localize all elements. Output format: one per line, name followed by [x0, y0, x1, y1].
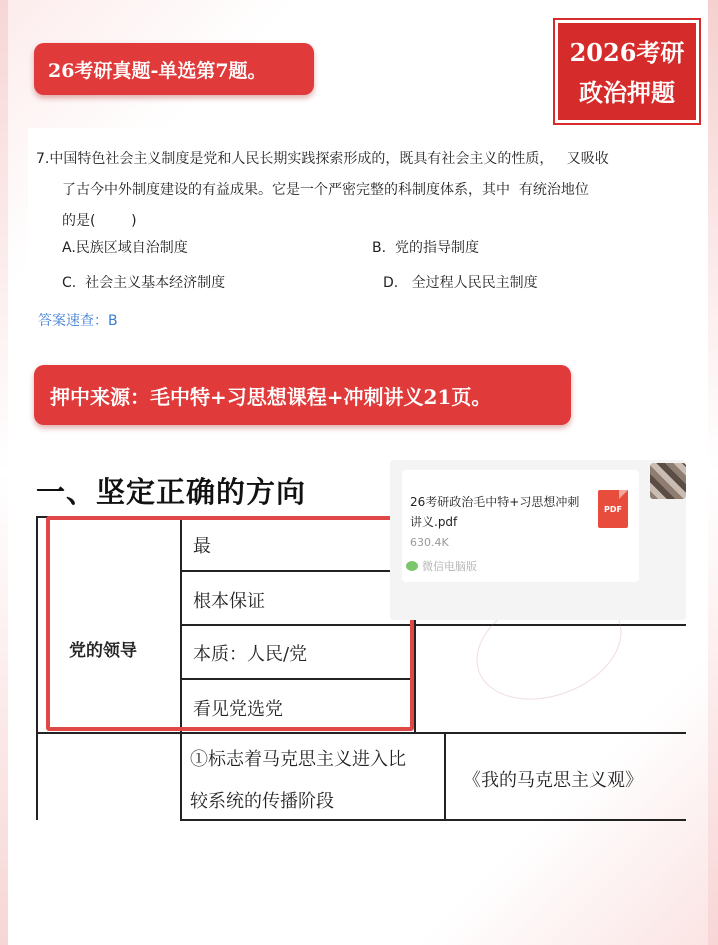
badge-line-1: 2026考研: [569, 38, 685, 67]
option-d: D. 全过程人民民主制度: [383, 275, 538, 291]
pdf-icon-label: PDF: [604, 504, 622, 514]
option-c: C. 社会主义基本经济制度: [62, 275, 226, 291]
corner-badge: [555, 20, 699, 123]
left-frame: [0, 0, 8, 945]
table-cell: 较系统的传播阶段: [190, 791, 334, 812]
table-line: [180, 819, 686, 821]
table-cell: ①标志着马克思主义进入比: [190, 749, 406, 770]
table-cell: 看见党选党: [193, 699, 283, 720]
table-cell: 《我的马克思主义观》: [463, 770, 643, 791]
table-line: [36, 732, 686, 734]
question-stem-line-2: 了古今中外制度建设的有益成果。它是一个严密完整的科制度体系，其中 有统治地位: [62, 182, 589, 198]
table-row-header: 党的领导: [69, 641, 137, 661]
option-a: A.民族区域自治制度: [62, 240, 188, 256]
file-attachment-card[interactable]: [390, 460, 686, 620]
option-b: B. 党的指导制度: [372, 240, 479, 256]
section-heading: 一、坚定正确的方向: [36, 475, 307, 509]
wechat-icon: [406, 561, 418, 571]
table-line: [414, 620, 416, 732]
answer-line: 答案速查：B: [38, 313, 118, 329]
question-stem-line-3: 的是( ): [62, 213, 137, 229]
table-cell: 根本保证: [193, 591, 265, 612]
table-cell: 最: [193, 536, 211, 557]
right-frame: [708, 0, 718, 945]
table-cell: 本质：人民/党: [193, 644, 308, 665]
file-name: 26考研政治毛中特+习思想冲刺讲义.pdf: [410, 495, 580, 529]
highlight-box: [46, 516, 414, 731]
badge-line-2: 政治押题: [579, 78, 675, 107]
file-source-row: [402, 552, 639, 580]
file-source-label: 微信电脑版: [422, 560, 477, 573]
avatar[interactable]: [650, 463, 686, 499]
table-line: [444, 732, 446, 820]
question-stem: [36, 144, 696, 237]
title-banner-text: 26考研真题-单选第7题。: [48, 59, 267, 82]
pdf-icon: [598, 490, 628, 528]
file-size: 630.4K: [410, 536, 449, 549]
question-card: [28, 128, 704, 352]
source-banner: [34, 365, 571, 425]
source-banner-text: 押中来源：毛中特+习思想课程+冲刺讲义21页。: [50, 384, 492, 409]
question-stem-line-1: 7.中国特色社会主义制度是党和人民长期实践探索形成的，既具有社会主义的性质， 又吸收: [36, 151, 609, 167]
table-line: [36, 516, 38, 820]
title-banner: [34, 43, 314, 95]
